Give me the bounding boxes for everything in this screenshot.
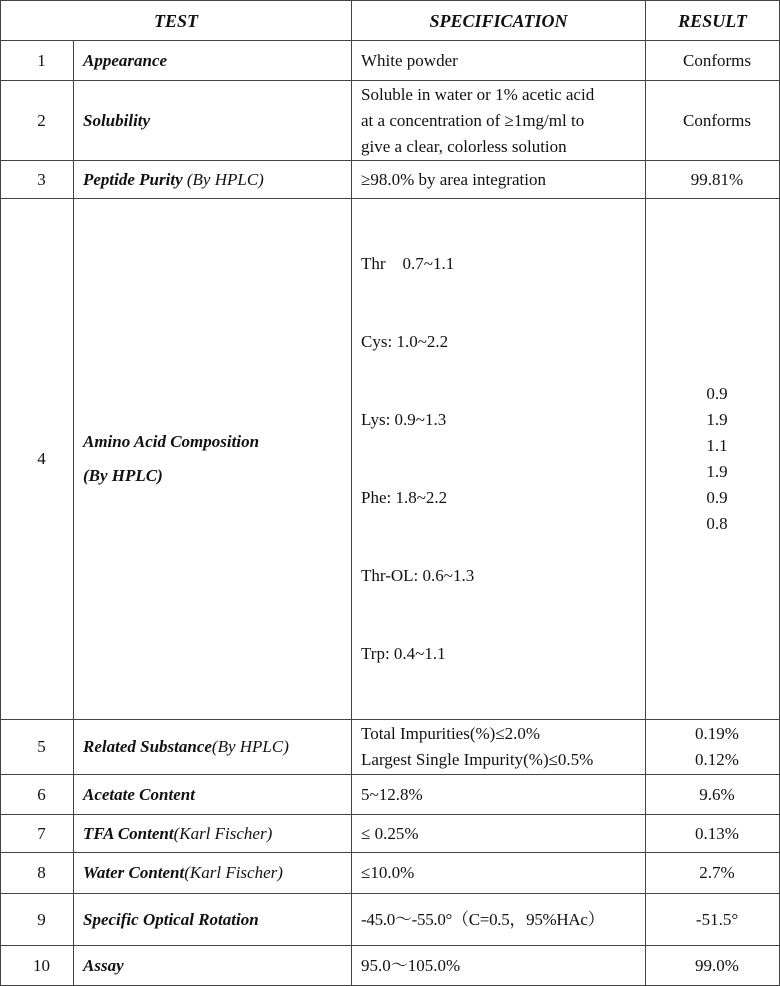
row-number: 7: [1, 815, 74, 853]
table-row: [1, 853, 780, 894]
spec-cell: 5~12.8%: [352, 775, 646, 815]
test-name: Acetate Content: [74, 775, 352, 815]
header-test: TEST: [1, 1, 352, 41]
row-number: 4: [1, 199, 74, 720]
table-row: [1, 946, 780, 986]
header-row: [1, 1, 780, 41]
spec-cell: Thr 0.7~1.1 Cys: 1.0~2.2 Lys: 0.9~1.3 Phe: 1.8~2.2 Thr-OL: 0.6~1.3 Trp: 0.4~1.1: [352, 199, 646, 720]
row-number: 9: [1, 894, 74, 946]
spec-cell: 95.0～105.0%: [352, 946, 646, 986]
test-name: Assay: [74, 946, 352, 986]
table-row: [1, 199, 780, 720]
result-cell: 99.81%: [646, 161, 780, 199]
row-number: 10: [1, 946, 74, 986]
spec-cell: Total Impurities(%)≤2.0% Largest Single Impurity(%)≤0.5%: [352, 720, 646, 775]
result-cell: 0.19% 0.12%: [646, 720, 780, 775]
result-cell: Conforms: [646, 41, 780, 81]
row-number: 8: [1, 853, 74, 894]
result-cell: 99.0%: [646, 946, 780, 986]
test-name: Amino Acid Composition (By HPLC): [74, 199, 352, 720]
result-cell: 9.6%: [646, 775, 780, 815]
spec-cell: White powder: [352, 41, 646, 81]
result-cell: 0.13%: [646, 815, 780, 853]
row-number: 5: [1, 720, 74, 775]
result-cell: 0.9 1.9 1.1 1.9 0.9 0.8: [646, 199, 780, 720]
test-name: Peptide Purity (By HPLC): [74, 161, 352, 199]
test-name: Specific Optical Rotation: [74, 894, 352, 946]
row-number: 1: [1, 41, 74, 81]
result-cell: Conforms: [646, 81, 780, 161]
row-number: 2: [1, 81, 74, 161]
row-number: 3: [1, 161, 74, 199]
test-name: Appearance: [74, 41, 352, 81]
table-row: [1, 41, 780, 81]
table-row: [1, 720, 780, 775]
header-specification: SPECIFICATION: [352, 1, 646, 41]
result-cell: -51.5°: [646, 894, 780, 946]
spec-cell: Soluble in water or 1% acetic acid at a concentration of ≥1mg/ml to give a clear, colorless solution: [352, 81, 646, 161]
table-row: [1, 815, 780, 853]
test-name: Water Content(Karl Fischer): [74, 853, 352, 894]
spec-cell: -45.0～-55.0°（C=0.5，95%HAc）: [352, 894, 646, 946]
test-name: Related Substance(By HPLC): [74, 720, 352, 775]
table-row: [1, 161, 780, 199]
test-name: TFA Content(Karl Fischer): [74, 815, 352, 853]
header-result: RESULT: [646, 1, 780, 41]
result-cell: 2.7%: [646, 853, 780, 894]
row-number: 6: [1, 775, 74, 815]
table-row: [1, 894, 780, 946]
table-row: [1, 775, 780, 815]
test-name: Solubility: [74, 81, 352, 161]
spec-cell: ≤ 0.25%: [352, 815, 646, 853]
table-row: [1, 81, 780, 161]
spec-cell: ≤10.0%: [352, 853, 646, 894]
spec-cell: ≥98.0% by area integration: [352, 161, 646, 199]
